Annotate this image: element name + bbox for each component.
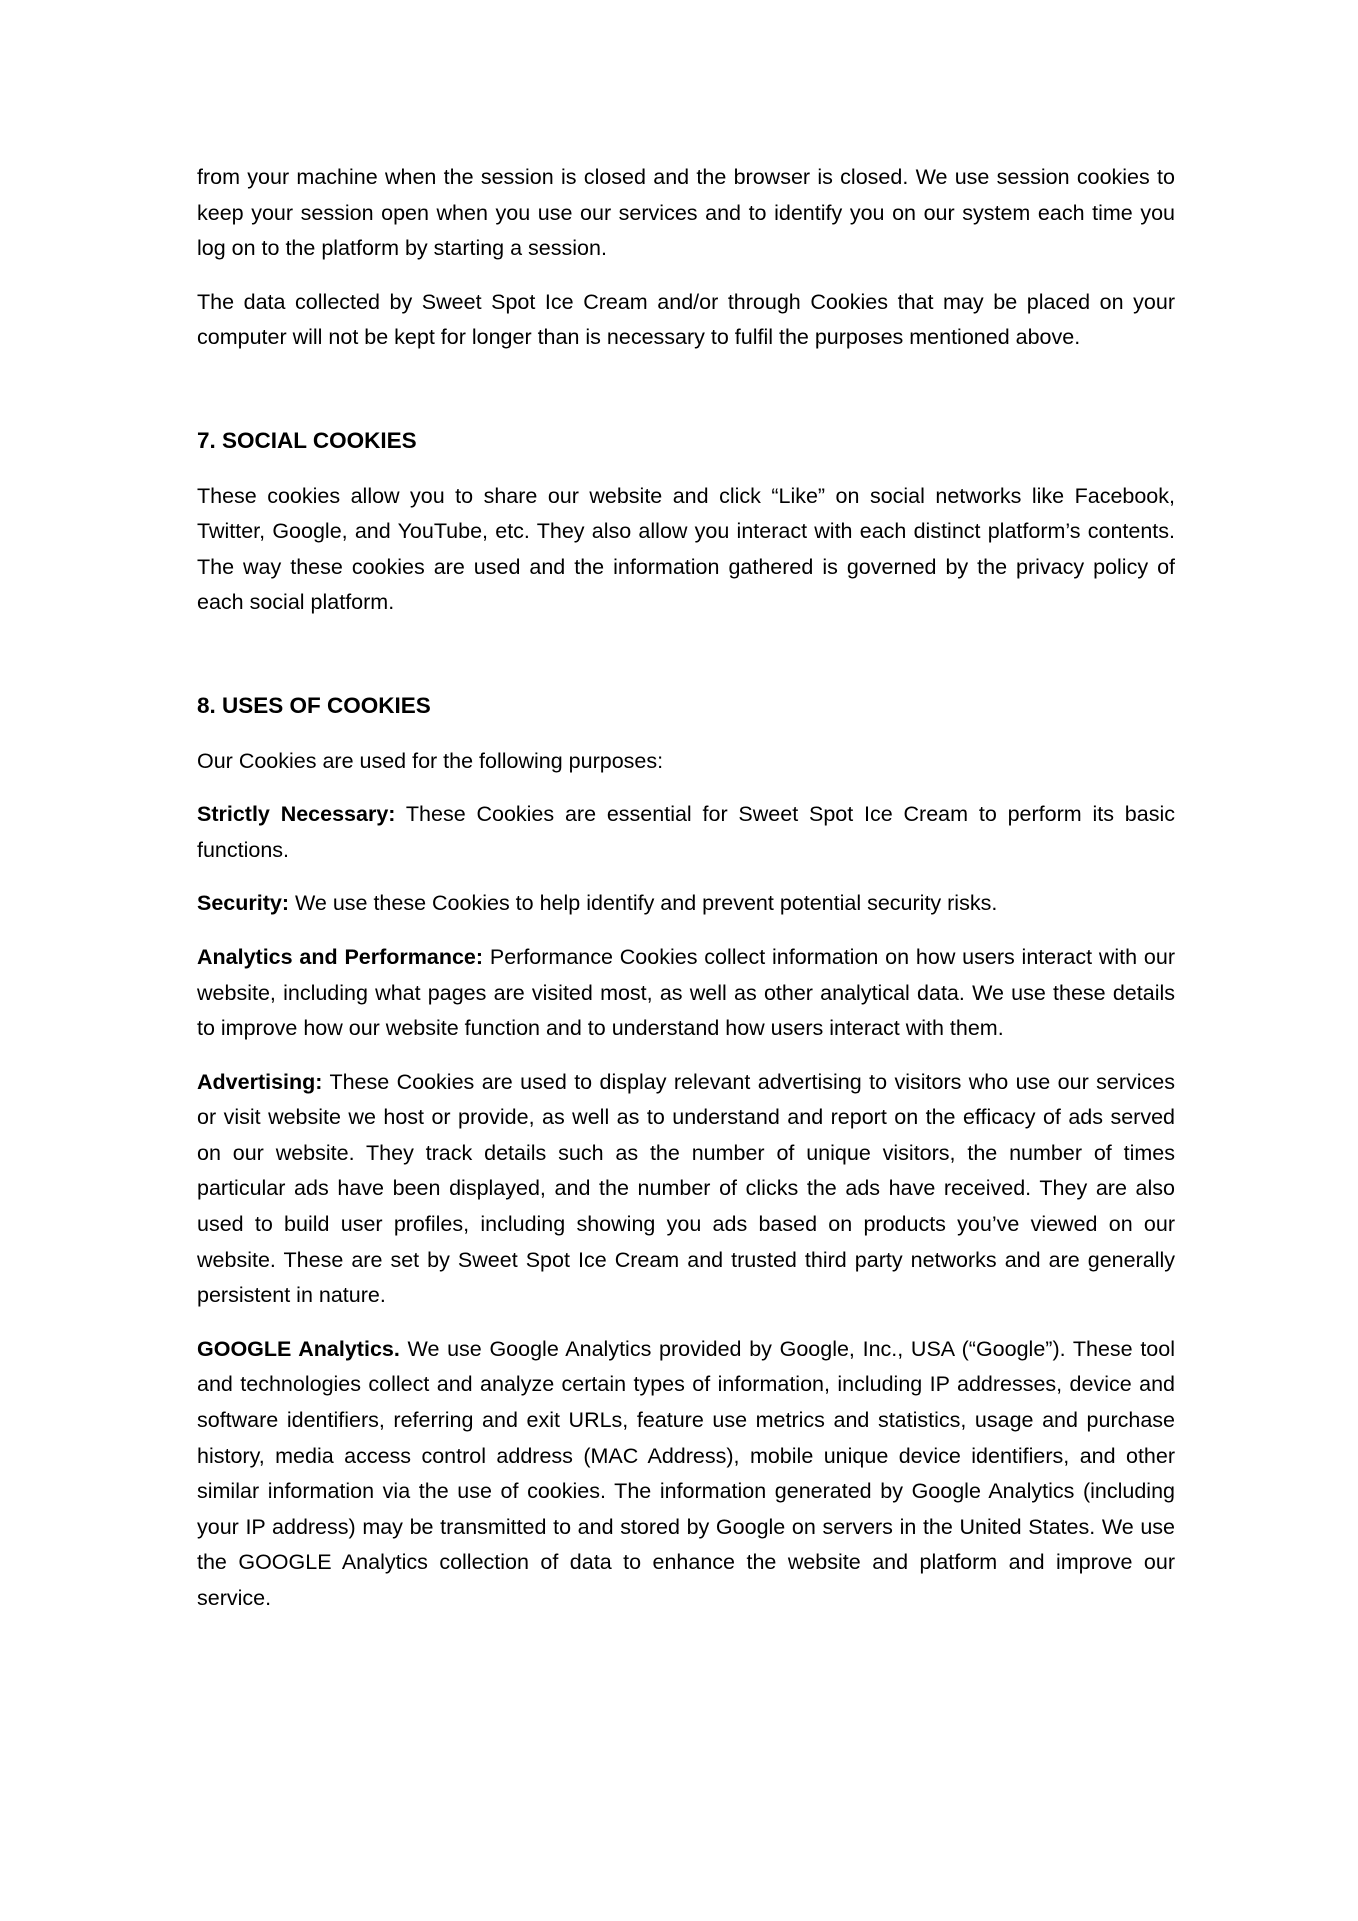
purpose-text: We use these Cookies to help identify and prevent potential security risks. — [289, 891, 998, 916]
purpose-term: Advertising: — [197, 1069, 323, 1094]
session-cookies-paragraph: from your machine when the session is closed and the browser is closed. We use session cookies to keep your session open when you use our services and to identify you on our system each time you log on to the platform by starting a session. — [197, 165, 1175, 261]
cookie-purpose-advertising — [197, 1065, 1175, 1314]
cookie-purpose-strictly-necessary — [197, 797, 1175, 868]
document-page — [197, 160, 1175, 1635]
purpose-term: GOOGLE Analytics. — [197, 1336, 400, 1361]
purpose-text: These Cookies are used to display relevant advertising to visitors who use our services or visit website we host or provide, as well as to understand and report on the efficacy of ads served on our website. They track details such as the number of unique visitors, the number of times particular ads have been displayed, and the number of clicks the ads have received. They are also used to build user profiles, including showing you ads based on products you’ve viewed on our website. These are set by Sweet Spot Ice Cream and trusted third party networks and are generally persistent in nature. — [197, 1069, 1175, 1308]
cookie-purpose-security — [197, 886, 1175, 922]
purpose-term: Analytics and Performance: — [197, 944, 484, 969]
cookie-purpose-google-analytics — [197, 1332, 1175, 1617]
data-retention-paragraph: The data collected by Sweet Spot Ice Cream and/or through Cookies that may be placed on your computer will not be kept for longer than is necessary to fulfil the purposes mentioned above. — [197, 289, 1175, 350]
purpose-text: We use Google Analytics provided by Google, Inc., USA (“Google”). These tool and technologies collect and analyze certain types of information, including IP addresses, device and software identifiers, referring and exit URLs, feature use metrics and statistics, usage and purchase history, media access control address (MAC Address), mobile unique device identifiers, and other similar information via the use of cookies. The information generated by Google Analytics (including your IP address) may be transmitted to and stored by Google on servers in the United States. We use the GOOGLE Analytics collection of data to enhance the website and platform and improve our service. — [197, 1336, 1175, 1610]
section-heading-social-cookies: 7. SOCIAL COOKIES — [197, 427, 417, 453]
social-cookies-paragraph: These cookies allow you to share our website and click “Like” on social networks like Facebook, Twitter, Google, and YouTube, etc. They also allow you interact with each distinct platform’s contents. The way these cookies are used and the information gathered is governed by the privacy policy of each social platform. — [197, 483, 1175, 615]
purpose-term: Strictly Necessary: — [197, 802, 396, 827]
purpose-text: Performance Cookies collect information on how users interact with our website, including what pages are visited most, as well as other analytical data. We use these details to improve how our website function and to understand how users interact with them. — [197, 944, 1176, 1041]
uses-intro-paragraph: Our Cookies are used for the following purposes: — [197, 748, 664, 773]
purpose-term: Security: — [197, 891, 290, 916]
cookie-purpose-analytics — [197, 940, 1175, 1047]
section-heading-uses-of-cookies: 8. USES OF COOKIES — [197, 692, 431, 718]
purpose-text: These Cookies are essential for Sweet Spot Ice Cream to perform its basic functions. — [197, 802, 1175, 862]
